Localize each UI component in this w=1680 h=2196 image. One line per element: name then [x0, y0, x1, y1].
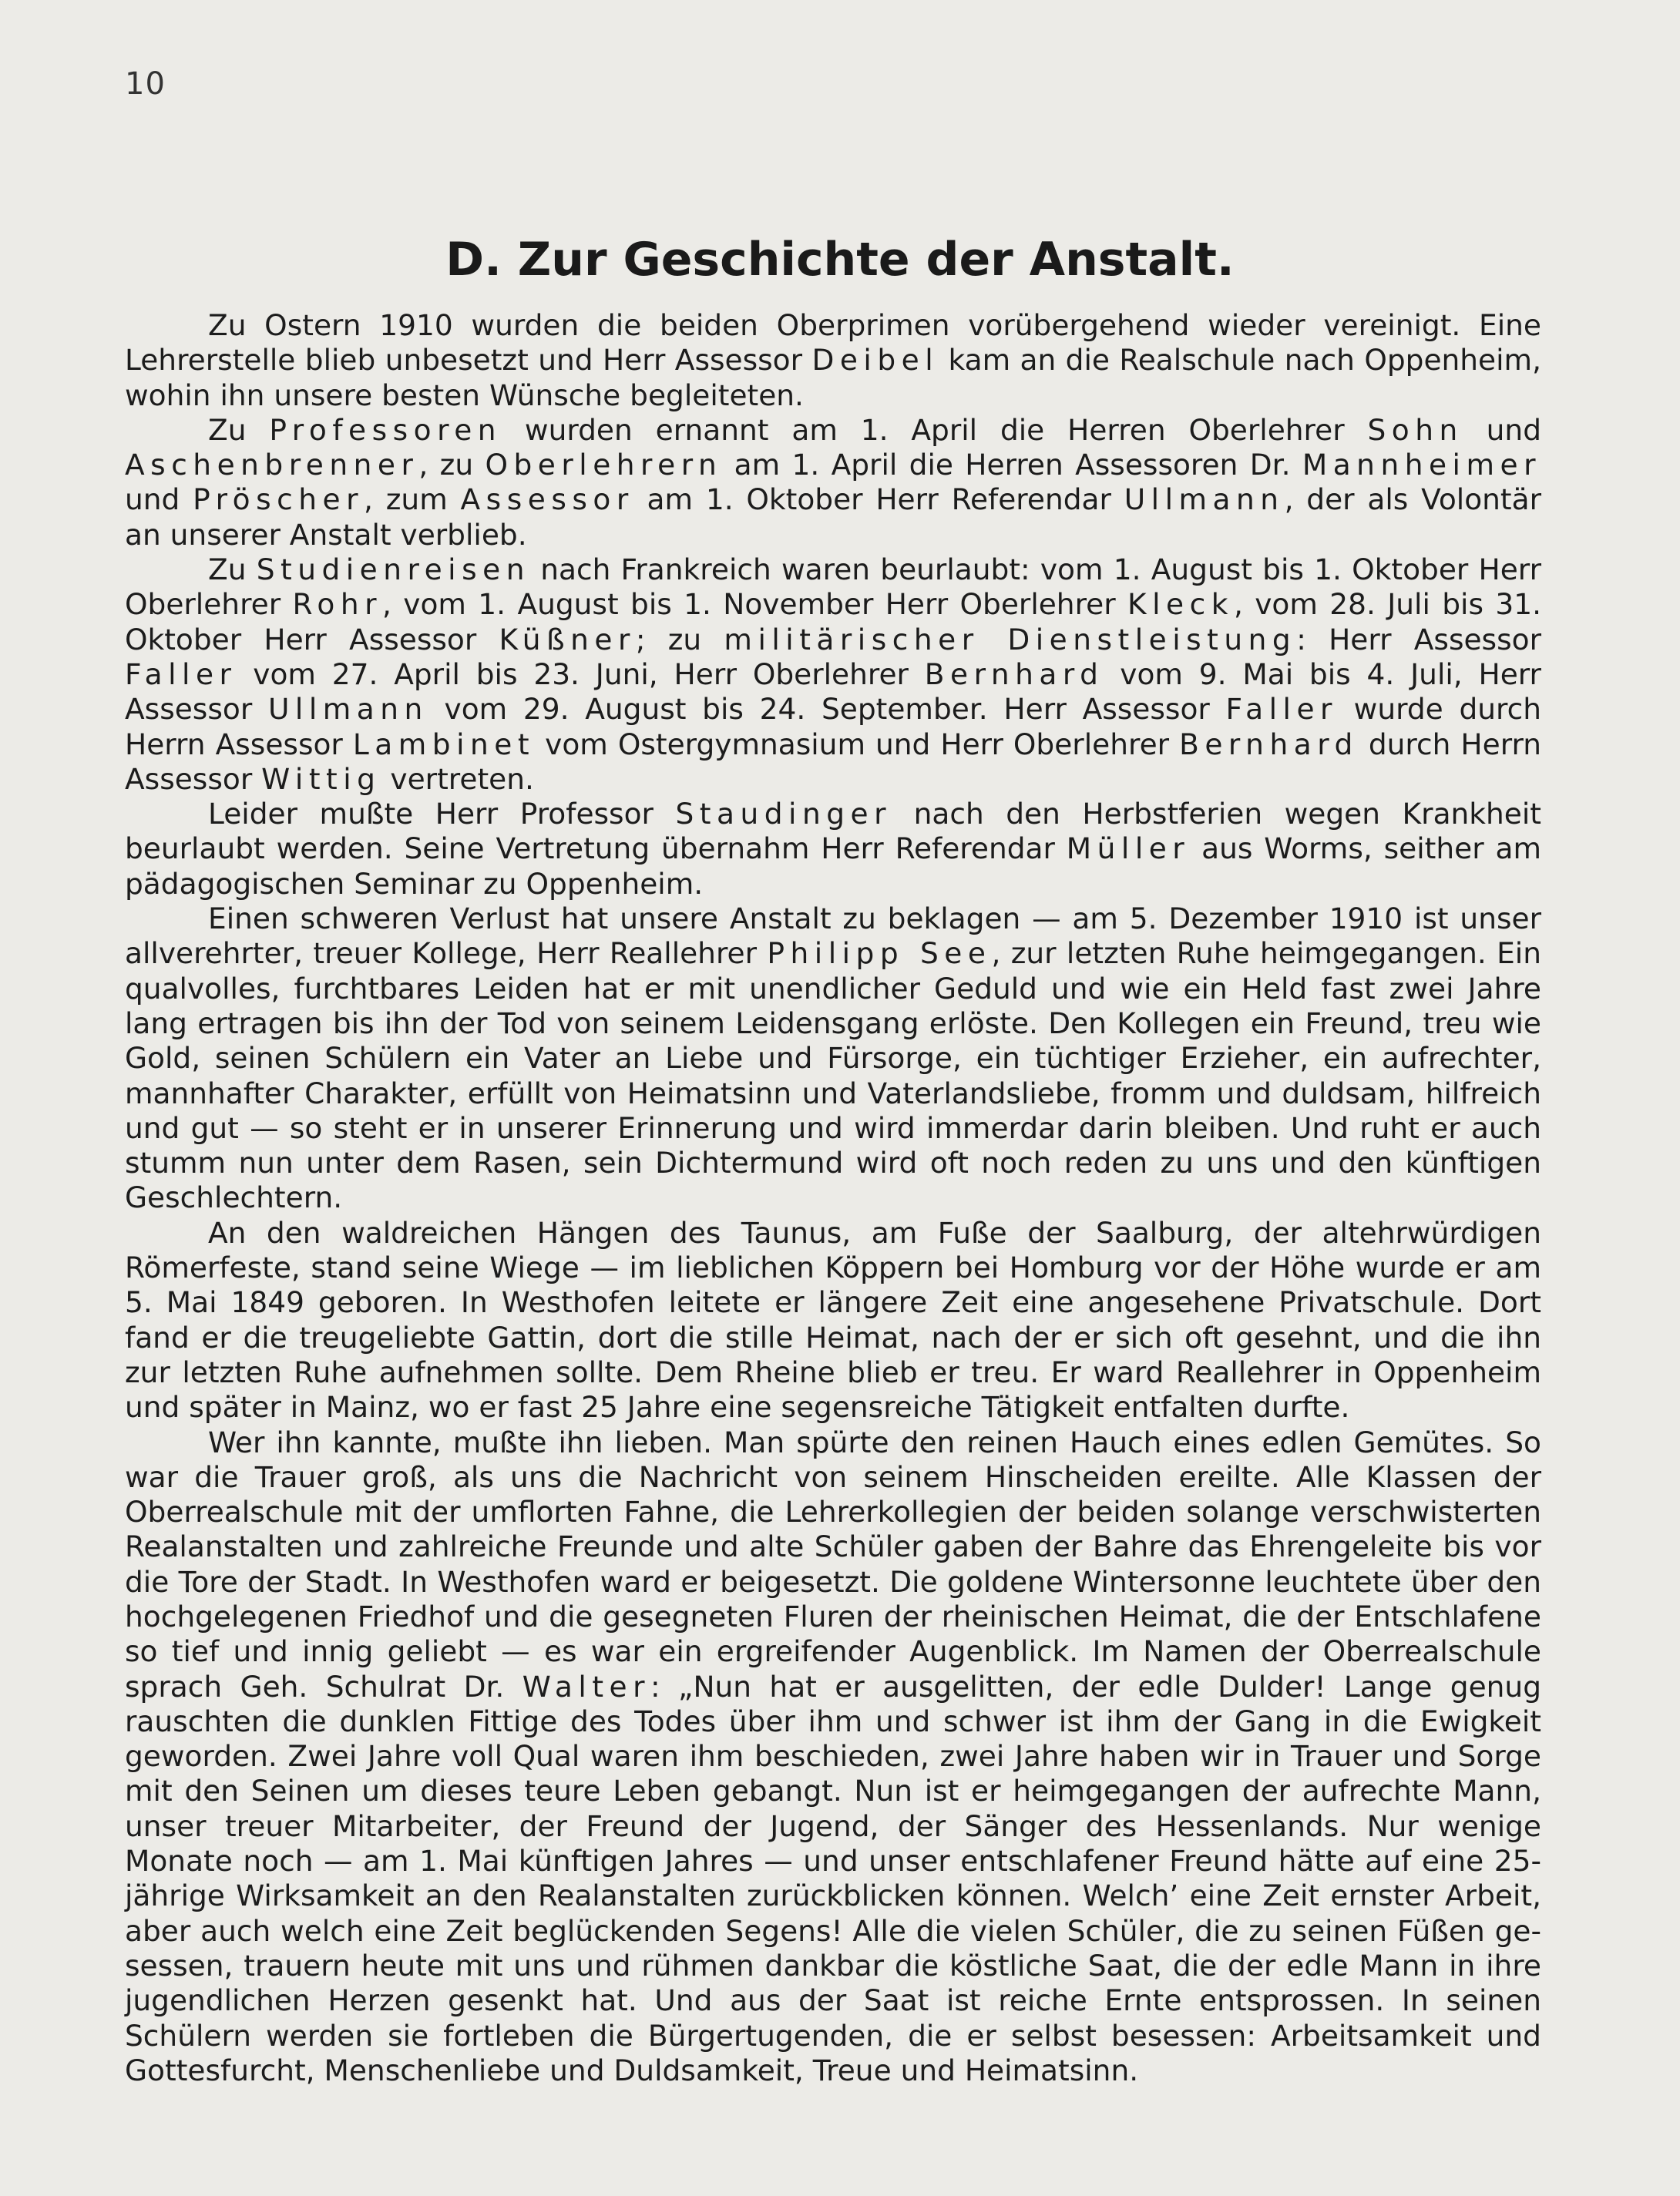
text-run: Zu Ostern 1910 wurden die beiden Oberprimen vorübergehend wieder vereinigt. Eine Lehrerstelle blieb unbesetzt und Herr Assessor [125, 308, 1541, 378]
emphasized-name: Bernhard [924, 656, 1104, 691]
text-run: ; zu [635, 622, 724, 656]
text-run: am 1. Oktober Herr Referendar [633, 482, 1124, 517]
text-run: : „Nun hat er ausgelitten, der edle Dulder! Lange genug rauschten die dunklen Fittige des Todes über ihm und schwer ist ihm der Gang in die Ewigkeit geworden. Zwei Jahre voll Qual waren ihm beschieden, zwei Jahre haben wir in Trauer und Sorge mit den Seinen um dieses teure Leben gebangt. Nun ist er heimgegangen der aufrechte Mann, unser treuer Mitarbeiter, der Freund der Jugend, der Sänger des Hessenlands. Nur wenige Monate noch — am 1. Mai künftigen Jahres — und unser entschlafener Freund hätte auf eine 25-jährige Wirksamkeit an den Realanstalten zurückblicken können. Welch’ eine Zeit ernster Arbeit, aber auch welch eine Zeit beglückenden Segens! Alle die vielen Schüler, die zu seinen Füßen gesessen, trauern heute mit uns und rühmen dankbar die köstliche Saat, die der edle Mann in ihre jugendlichen Herzen gesenkt hat. Und aus der Saat ist reiche Ernte entsprossen. In seinen Schülern werden sie fortleben die Bürgertugenden, die er selbst besessen: Arbeitsamkeit und Gottesfurcht, Menschenliebe und Duldsamkeit, Treue und Heimatsinn. [125, 1669, 1541, 2087]
text-run: nach Frankreich waren beurlaubt: vom 1. August bis 1. Oktober Herr Oberlehrer [125, 552, 1541, 622]
emphasized-name: Rohr [292, 587, 383, 622]
text-run: am 1. April die Herren Assessoren Dr. [722, 448, 1302, 482]
emphasized-name: Sohn [1367, 412, 1463, 447]
emphasized-name: Faller [125, 656, 237, 691]
body-text [125, 308, 1541, 2088]
paragraph [125, 902, 1541, 1216]
paragraph [125, 1216, 1541, 1425]
page-title: D. Zur Geschichte der Anstalt. [445, 233, 1235, 287]
paragraph [125, 413, 1541, 552]
text-run: , der als Volontär an unserer Anstalt verblieb. [125, 482, 1541, 552]
text-run: , zur letzten Ruhe heimgegangen. Ein qualvolles, furchtbares Leiden hat er mit unendlicher Geduld und wie ein Held fast zwei Jahre lang ertragen bis ihn der Tod von seinem Leidensgang erlöste. Den Kollegen ein Freund, treu wie Gold, seinen Schülern ein Vater an Liebe und Fürsorge, ein tüchtiger Erzieher, ein aufrechter, mannhafter Charakter, erfüllt von Heimatsinn und Vaterlandsliebe, fromm und duldsam, hilfreich und gut — so steht er in unserer Erinnerung und wird immerdar darin bleiben. Und ruht er auch stumm nun unter dem Rasen, sein Dichtermund wird oft noch reden zu uns und den künftigen Geschlechtern. [125, 936, 1541, 1215]
text-run: , zu [418, 448, 486, 482]
paragraph [125, 1425, 1541, 2089]
text-run: vom 27. April bis 23. Juni, Herr Oberlehrer [237, 656, 925, 691]
emphasized-name: Küßner [499, 622, 636, 656]
text-run: Leider mußte Herr Professor [208, 797, 676, 831]
text-run: Zu [208, 412, 270, 447]
page-number: 10 [125, 66, 166, 102]
text-run: kam an die Realschule nach Oppenheim, wohin ihn unsere besten Wünsche begleiteten. [125, 343, 1541, 412]
emphasized-name: Lambinet [352, 727, 536, 761]
text-run: An den waldreichen Hängen des Taunus, am Fuße der Saalburg, der altehrwürdigen Römerfeste, stand seine Wiege — im lieblichen Köppern bei Homburg vor der Höhe wurde er am 5. Mai 1849 geboren. In Westhofen leitete er längere Zeit eine angesehene Privatschule. Dort fand er die treugeliebte Gattin, dort die stille Heimat, nach der er sich oft gesehnt, und die ihn zur letzten Ruhe aufnehmen sollte. Dem Rheine blieb er treu. Er ward Reallehrer in Oppenheim und später in Mainz, wo er fast 25 Jahre eine segensreiche Tätigkeit entfalten durfte. [125, 1215, 1541, 1425]
emphasized-name: Walter [522, 1669, 651, 1704]
text-run: Wer ihn kannte, mußte ihn lieben. Man spürte den reinen Hauch eines edlen Gemütes. So war die Trauer groß, als uns die Nachricht von seinem Hinscheiden ereilte. Alle Klassen der Oberrealschule mit der umflorten Fahne, die Lehrerkollegien der beiden solange verschwisterten Realanstalten und zahlreiche Freunde und alte Schüler gaben der Bahre das Ehrengeleite bis vor die Tore der Stadt. In Westhofen ward er beigesetzt. Die goldene Wintersonne leuchtete über den hochgelegenen Friedhof und die gesegneten Fluren der rheinischen Heimat, die der Entschlafene so tief und innig geliebt — es war ein ergreifender Augenblick. Im Namen der Oberrealschule sprach Geh. Schulrat Dr. [125, 1425, 1541, 1704]
paragraph [125, 797, 1541, 902]
emphasized-name: militärischer Dienstleistung [724, 622, 1297, 656]
text-run: wurde durch Herrn Assessor [125, 692, 1542, 761]
text-run: , zum [364, 482, 461, 517]
text-run: Zu [208, 552, 257, 587]
text-run: vertreten. [381, 761, 534, 796]
emphasized-name: Mannheimer [1302, 448, 1541, 482]
emphasized-name: Staudinger [675, 797, 892, 831]
text-run: Einen schweren Verlust hat unsere Anstalt zu beklagen — am 5. Dezember 1910 ist unser allverehrter, treuer Kollege, Herr Reallehrer [125, 902, 1541, 971]
emphasized-name: Oberlehrern [485, 448, 723, 482]
text-run: , vom 28. Juli bis 31. Oktober Herr Assessor [125, 587, 1541, 656]
text-run: und [125, 482, 193, 517]
text-run: und [1463, 412, 1541, 447]
text-run: durch Herrn Assessor [125, 727, 1541, 796]
emphasized-name: Bernhard [1179, 727, 1359, 761]
emphasized-name: Deibel [811, 343, 939, 378]
text-run: vom 9. Mai bis 4. Juli, Herr Assessor [125, 656, 1541, 727]
emphasized-name: Pröscher [193, 482, 365, 517]
text-run: vom 29. August bis 24. September. Herr Assessor [428, 692, 1226, 727]
paragraph [125, 308, 1541, 413]
emphasized-name: Ullmann [1124, 482, 1285, 517]
emphasized-name: Studienreisen [256, 552, 530, 587]
emphasized-name: Aschenbrenner [125, 448, 419, 482]
emphasized-name: Assessor [460, 482, 634, 517]
text-run: wurden ernannt am 1. April die Herren Oberlehrer [502, 412, 1368, 447]
emphasized-name: Ullmann [267, 692, 428, 727]
text-run: nach den Herbstferien wegen Krankheit beurlaubt werden. Seine Vertretung übernahm Herr Referendar [125, 797, 1541, 866]
paragraph [125, 552, 1541, 797]
emphasized-name: Faller [1225, 692, 1338, 727]
text-run: , vom 1. August bis 1. November Herr Oberlehrer [382, 587, 1128, 622]
emphasized-name: Professoren [269, 412, 502, 447]
emphasized-name: Müller [1066, 831, 1191, 866]
text-run: vom Ostergymnasium und Herr Oberlehrer [535, 727, 1180, 761]
text-run: aus Worms, seither am pädagogischen Seminar zu Oppenheim. [125, 831, 1541, 901]
emphasized-name: Wittig [261, 761, 381, 796]
text-run: : Herr Assessor [1296, 622, 1541, 656]
emphasized-name: Philipp See [767, 936, 992, 971]
emphasized-name: Kleck [1127, 587, 1234, 622]
